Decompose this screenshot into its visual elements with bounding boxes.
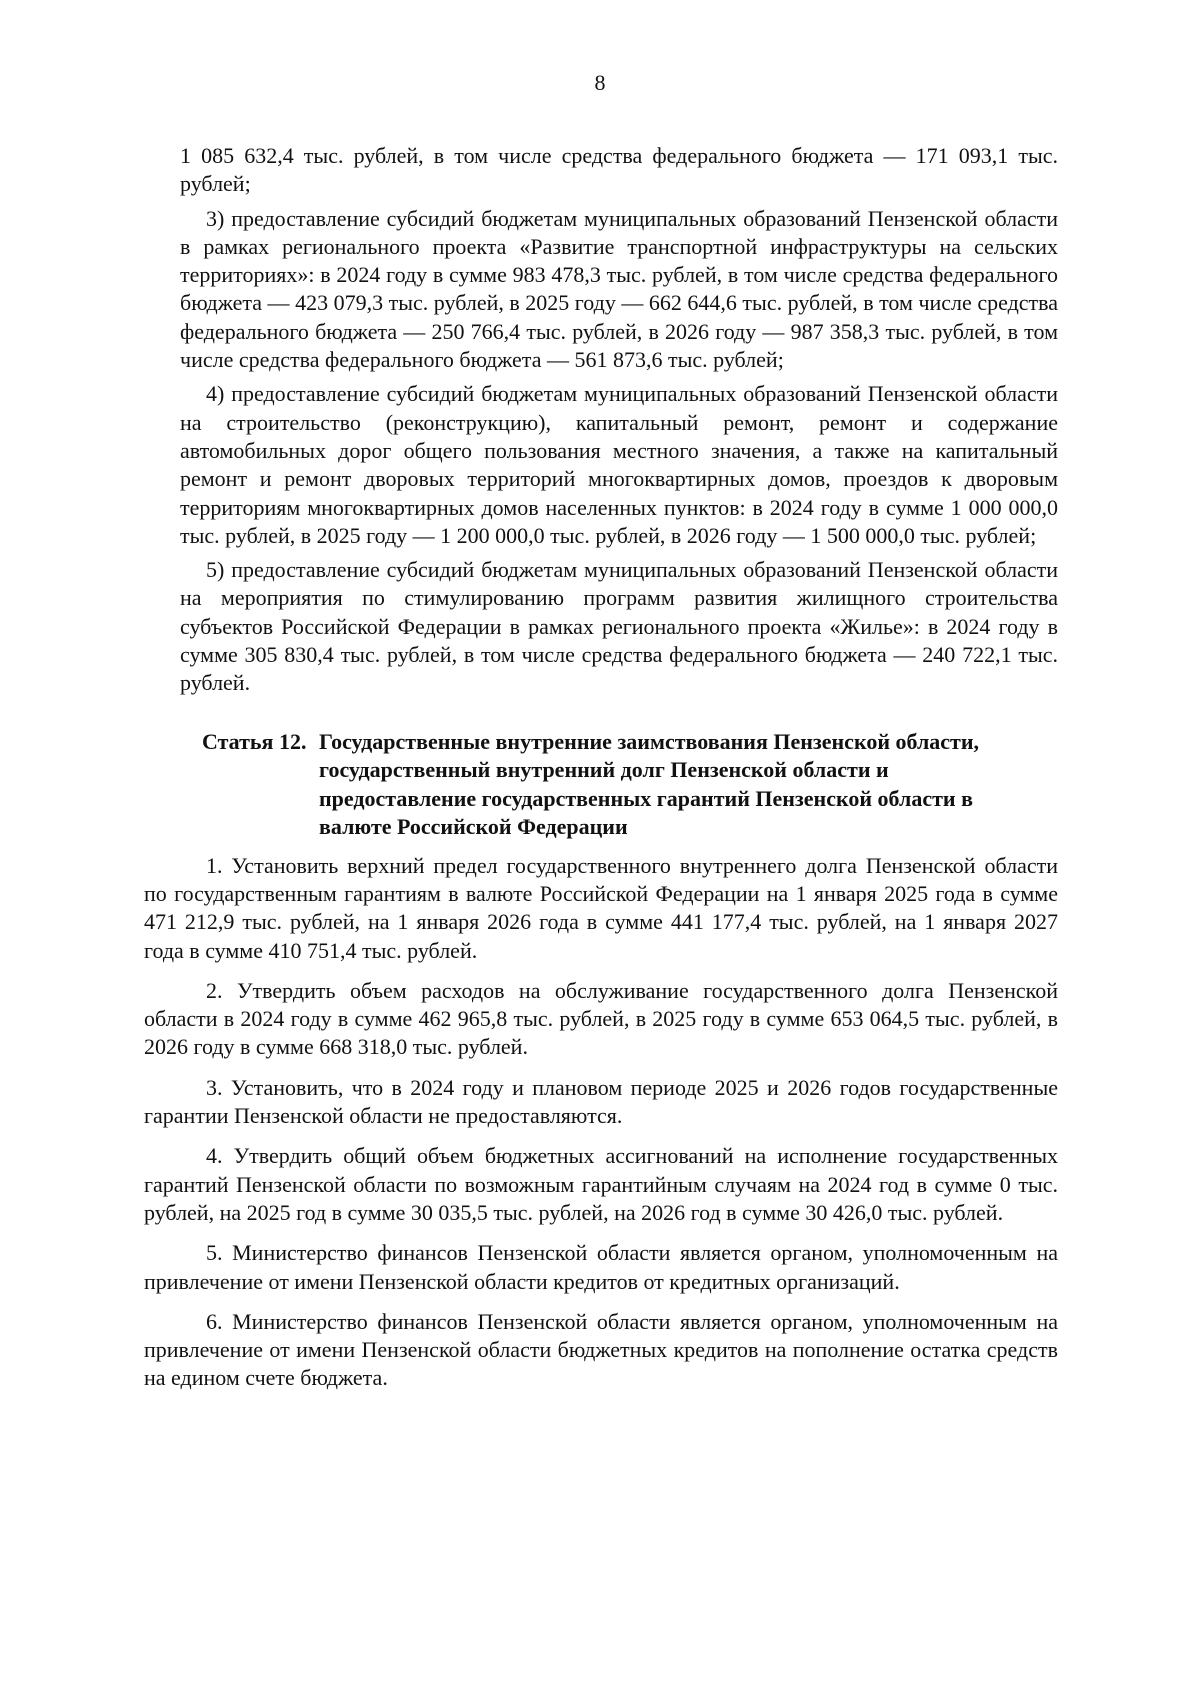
page-number: 8 xyxy=(594,70,606,95)
intro-items-block xyxy=(144,142,1058,698)
document-body xyxy=(144,142,1058,1393)
article-heading xyxy=(144,728,1058,842)
article-item-1: 1. Установить верхний предел государственного внутреннего долга Пензенской области по государственным гарантиям в валюте Российской Федерации на 1 января 2025 года в сумме 471 212,9 тыс. рублей, на 1 января 2026 года в сумме 441 177,4 тыс. рублей, на 1 января 2027 года в сумме 410 751,4 тыс. рублей. xyxy=(144,852,1058,963)
article-item-6: 6. Министерство финансов Пензенской области является органом, уполномоченным на привлечение от имени Пензенской области бюджетных кредитов на пополнение остатка средств на едином счете бюджета. xyxy=(144,1308,1058,1391)
article-item-5: 5. Министерство финансов Пензенской области является органом, уполномоченным на привлечение от имени Пензенской области кредитов от кредитных организаций. xyxy=(144,1240,1058,1294)
article-title: Государственные внутренние заимствования Пензенской области, государственный внутренний долг Пензенской области и предоставление государственных гарантий Пензенской области в валюте Российской Федерации xyxy=(319,728,980,840)
list-item-4: 4) предоставление субсидий бюджетам муниципальных образований Пензенской области на строительство (реконструкцию), капитальный ремонт, ремонт и содержание автомобильных дорог общего пользования местного значения, а также на капитальный ремонт и ремонт дворовых территорий многоквартирных домов, проездов к дворовым территориям многоквартирных домов населенных пунктов: в 2024 году в сумме 1 000 000,0 тыс. рублей, в 2025 году — 1 200 000,0 тыс. рублей, в 2026 году — 1 500 000,0 тыс. рублей; xyxy=(180,381,1058,548)
list-item-5: 5) предоставление субсидий бюджетам муниципальных образований Пензенской области на мероприятия по стимулированию программ развития жилищного строительства субъектов Российской Федерации в рамках регионального проекта «Жилье»: в 2024 году в сумме 305 830,4 тыс. рублей, в том числе средства федерального бюджета — 240 722,1 тыс. рублей. xyxy=(180,557,1058,696)
article-label: Статья 12. xyxy=(202,728,307,754)
article-item-4: 4. Утвердить общий объем бюджетных ассигнований на исполнение государственных гарантий Пензенской области по возможным гарантийным случаям на 2024 год в сумме 0 тыс. рублей, на 2025 год в сумме 30 035,5 тыс. рублей, на 2026 год в сумме 30 426,0 тыс. рублей. xyxy=(144,1143,1058,1225)
article-item-3: 3. Установить, что в 2024 году и плановом периоде 2025 и 2026 годов государственные гарантии Пензенской области не предоставляются. xyxy=(144,1074,1058,1129)
article-item-2: 2. Утвердить объем расходов на обслуживание государственного долга Пензенской области в 2024 году в сумме 462 965,8 тыс. рублей, в 2025 году в сумме 653 064,5 тыс. рублей, в 2026 году в сумме 668 318,0 тыс. рублей. xyxy=(144,977,1058,1060)
paragraph-continuation: 1 085 632,4 тыс. рублей, в том числе средства федерального бюджета — 171 093,1 тыс. рублей; xyxy=(180,143,1058,197)
list-item-3: 3) предоставление субсидий бюджетам муниципальных образований Пензенской области в рамках регионального проекта «Развитие транспортной инфраструктуры на сельских территориях»: в 2024 году в сумме 983 478,3 тыс. рублей, в том числе средства федерального бюджета — 423 079,3 тыс. рублей, в 2025 году — 662 644,6 тыс. рублей, в том числе средства федерального бюджета — 250 766,4 тыс. рублей, в 2026 году — 987 358,3 тыс. рублей, в том числе средства федерального бюджета — 561 873,6 тыс. рублей; xyxy=(180,205,1058,373)
